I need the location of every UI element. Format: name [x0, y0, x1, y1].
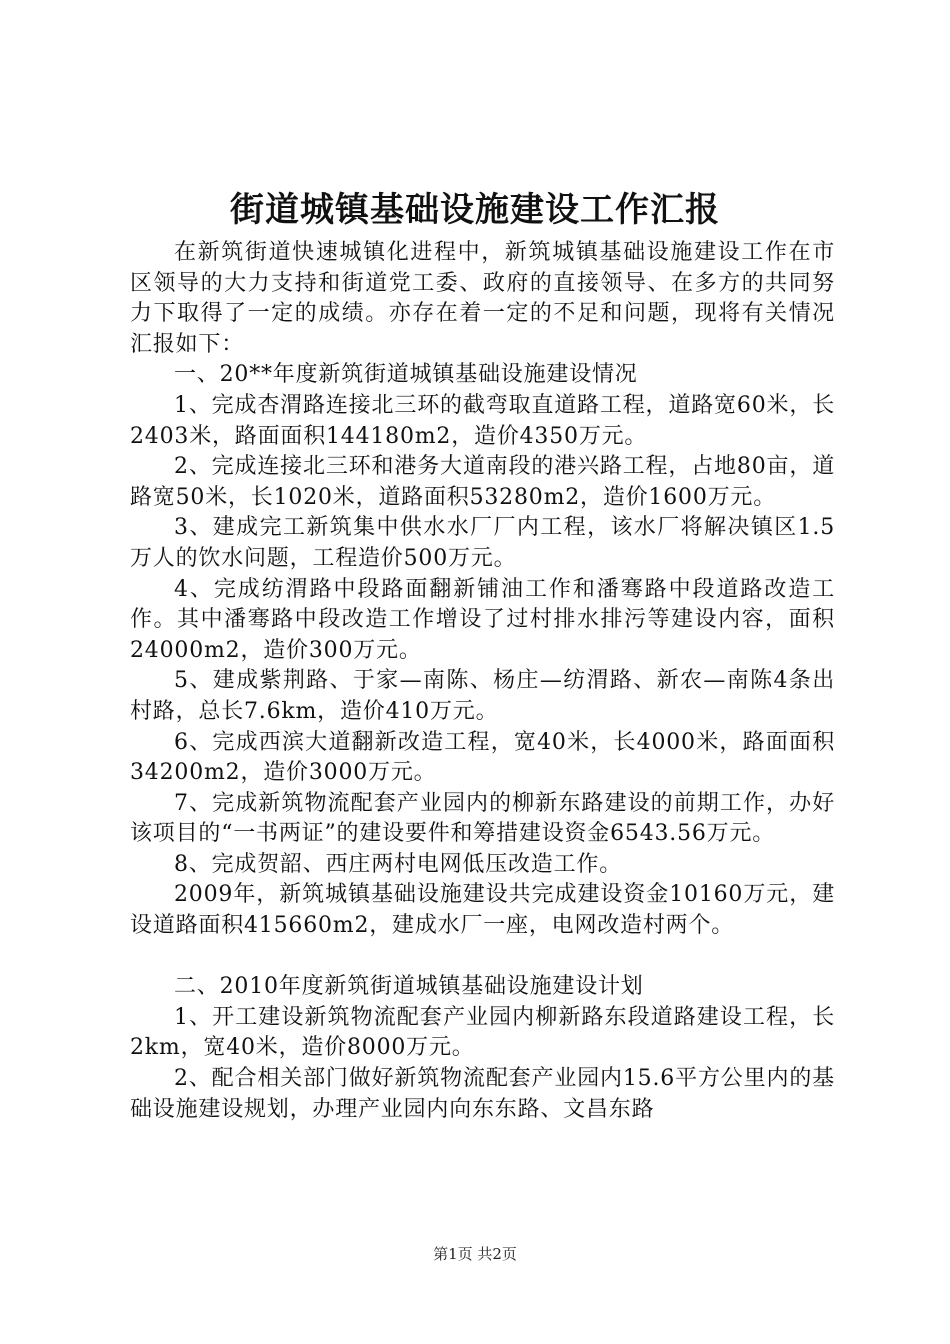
section-heading: 二、2010年度新筑街道城镇基础设施建设计划	[174, 974, 644, 1000]
body-paragraph: 8、完成贺韶、西庄两村电网低压改造工作。	[174, 851, 622, 877]
body-paragraph: 7、完成新筑物流配套产业园内的柳新东路建设的前期工作，办好该项目的“一书两证”的建设要件和筹措建设资金6543.56万元。	[130, 790, 835, 847]
body-paragraph: 4、完成纺渭路中段路面翻新铺油工作和潘骞路中段道路改造工作。其中潘骞路中段改造工作增设了过村排水排污等建设内容，面积24000m2，造价300万元。	[130, 576, 835, 663]
intro-paragraph: 在新筑街道快速城镇化进程中，新筑城镇基础设施建设工作在市区领导的大力支持和街道党工委、政府的直接领导、在多方的共同努力下取得了一定的成绩。亦存在着一定的不足和问题，现将有关情况汇报如下：	[130, 240, 835, 357]
body-paragraph: 5、建成紫荆路、于家—南陈、杨庄—纺渭路、新农—南陈4条出村路，总长7.6km，造价410万元。	[130, 668, 835, 724]
page-number-footer: 第1页 共2页	[433, 1245, 517, 1263]
document-body	[130, 238, 835, 1125]
body-paragraph: 2、配合相关部门做好新筑物流配套产业园内15.6平方公里内的基础设施建设规划，办理产业园内向东东路、文昌东路	[130, 1066, 835, 1122]
section-heading: 一、20**年度新筑街道城镇基础设施建设情况	[174, 362, 638, 388]
body-paragraph: 2、完成连接北三环和港务大道南段的港兴路工程，占地80亩，道路宽50米，长1020米，道路面积53280m2，造价1600万元。	[130, 454, 835, 510]
body-paragraph: 1、开工建设新筑物流配套产业园内柳新路东段道路建设工程，长2km，宽40米，造价8000万元。	[130, 1004, 835, 1061]
body-paragraph: 1、完成杏渭路连接北三环的截弯取直道路工程，道路宽60米，长2403米，路面面积144180m2，造价4350万元。	[130, 392, 835, 449]
body-paragraph: 6、完成西滨大道翻新改造工程，宽40米，长4000米，路面面积34200m2，造价3000万元。	[130, 729, 835, 786]
summary-paragraph: 2009年，新筑城镇基础设施建设共完成建设资金10160万元，建设道路面积415660m2，建成水厂一座，电网改造村两个。	[130, 882, 835, 939]
body-paragraph: 3、建成完工新筑集中供水水厂厂内工程，该水厂将解决镇区1.5万人的饮水问题，工程造价500万元。	[130, 515, 835, 571]
document-title: 街道城镇基础设施建设工作汇报	[230, 190, 720, 230]
